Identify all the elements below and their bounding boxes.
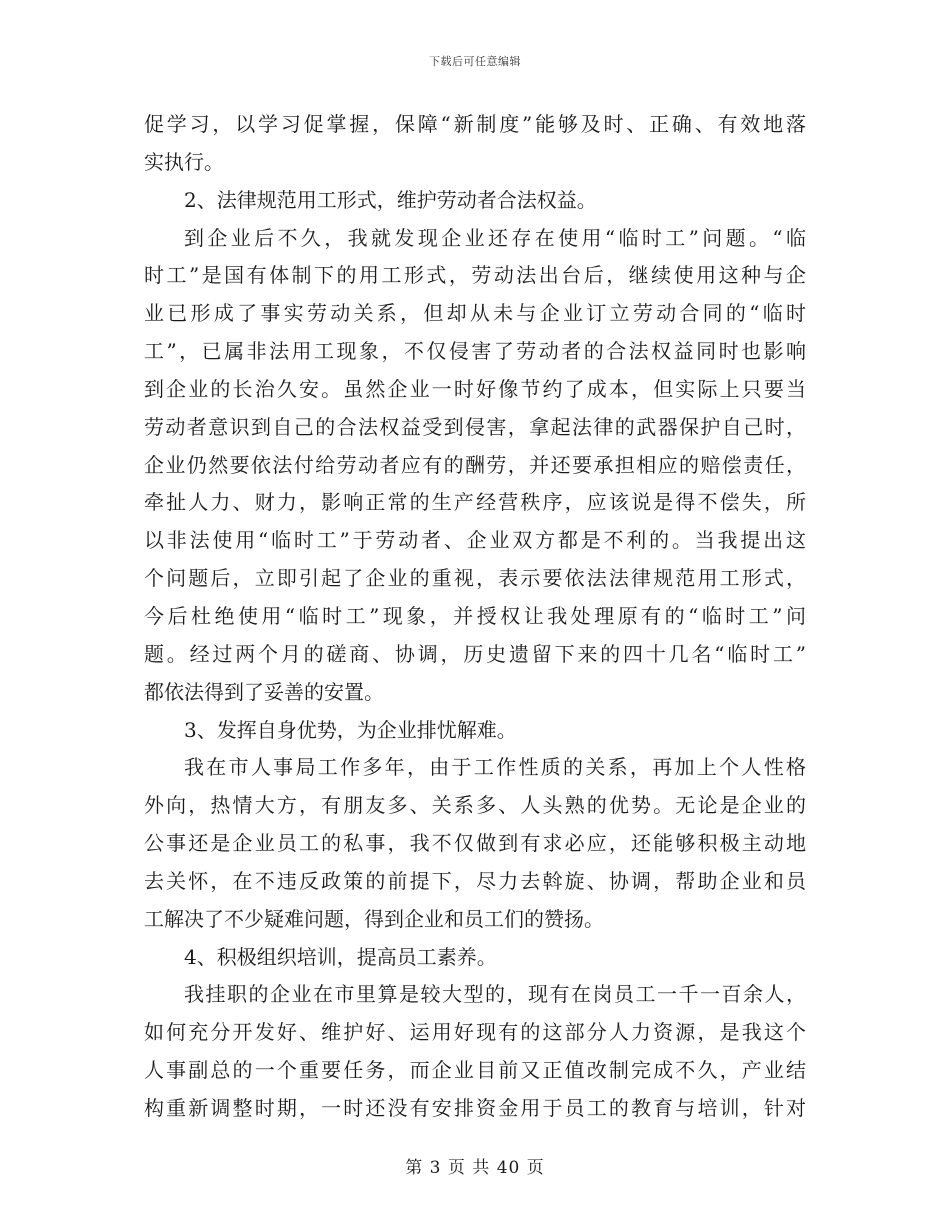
section-heading: 4、积极组织培训，提高员工素养。 (184, 944, 497, 969)
total-pages: 40 (496, 1158, 521, 1178)
text-line: 如何充分开发好、维护好、运用好现有的这部分人力资源，是我这个 (144, 1020, 806, 1045)
text-line: 牵扯人力、财力，影响正常的生产经营秩序，应该说是得不偿失，所 (144, 490, 806, 515)
section-heading: 3、发挥自身优势，为企业排忧解难。 (184, 717, 517, 742)
current-page-number: 3 (429, 1158, 442, 1178)
page-footer (0, 1153, 950, 1178)
footer-suffix: 页 (526, 1158, 545, 1178)
text-line: 劳动者意识到自己的合法权益受到侵害，拿起法律的武器保护自己时， (144, 414, 806, 439)
text-line: 业已形成了事实劳动关系，但却从未与企业订立劳动合同的“临时 (144, 301, 806, 326)
footer-prefix: 第 (405, 1158, 424, 1178)
text-line: 以非法使用“临时工”于劳动者、企业双方都是不利的。当我提出这 (144, 528, 806, 553)
text-line: 我挂职的企业在市里算是较大型的，现有在岗员工一千一百余人， (184, 982, 806, 1007)
section-heading: 2、法律规范用工形式，维护劳动者合法权益。 (184, 187, 597, 212)
text-line: 工”，已属非法用工现象，不仅侵害了劳动者的合法权益同时也影响 (144, 339, 806, 364)
footer-middle: 页 共 (447, 1158, 491, 1178)
text-line: 去关怀，在不违反政策的前提下，尽力去斡旋、协调，帮助企业和员 (144, 868, 806, 893)
text-line: 人事副总的一个重要任务，而企业目前又正值改制完成不久，产业结 (144, 1058, 806, 1083)
text-line: 实执行。 (144, 149, 224, 174)
text-line: 我在市人事局工作多年，由于工作性质的关系，再加上个人性格 (184, 755, 806, 780)
text-line: 工解决了不少疑难问题，得到企业和员工们的赞扬。 (144, 906, 604, 931)
text-line: 构重新调整时期，一时还没有安排资金用于员工的教育与培训，针对 (144, 1095, 806, 1120)
text-line: 题。经过两个月的磋商、协调，历史遗留下来的四十几名“临时工” (144, 641, 806, 666)
text-line: 时工”是国有体制下的用工形式，劳动法出台后，继续使用这种与企 (144, 263, 806, 288)
text-line: 个问题后，立即引起了企业的重视，表示要依法法律规范用工形式， (144, 566, 806, 591)
text-line: 都依法得到了妥善的安置。 (144, 679, 384, 704)
text-line: 今后杜绝使用“临时工”现象，并授权让我处理原有的“临时工”问 (144, 603, 806, 628)
text-line: 促学习，以学习促掌握，保障“新制度”能够及时、正确、有效地落 (144, 112, 806, 136)
document-body (144, 106, 806, 1128)
text-line: 公事还是企业员工的私事，我不仅做到有求必应，还能够积极主动地 (144, 831, 806, 856)
page-header: 下载后可任意编辑 (429, 55, 521, 68)
text-line: 外向，热情大方，有朋友多、关系多、人头熟的优势。无论是企业的 (144, 793, 806, 818)
text-line: 企业仍然要依法付给劳动者应有的酬劳，并还要承担相应的赔偿责任， (144, 452, 806, 477)
text-line: 到企业后不久，我就发现企业还存在使用“临时工”问题。“临 (184, 225, 806, 250)
text-line: 到企业的长治久安。虽然企业一时好像节约了成本，但实际上只要当 (144, 376, 806, 401)
